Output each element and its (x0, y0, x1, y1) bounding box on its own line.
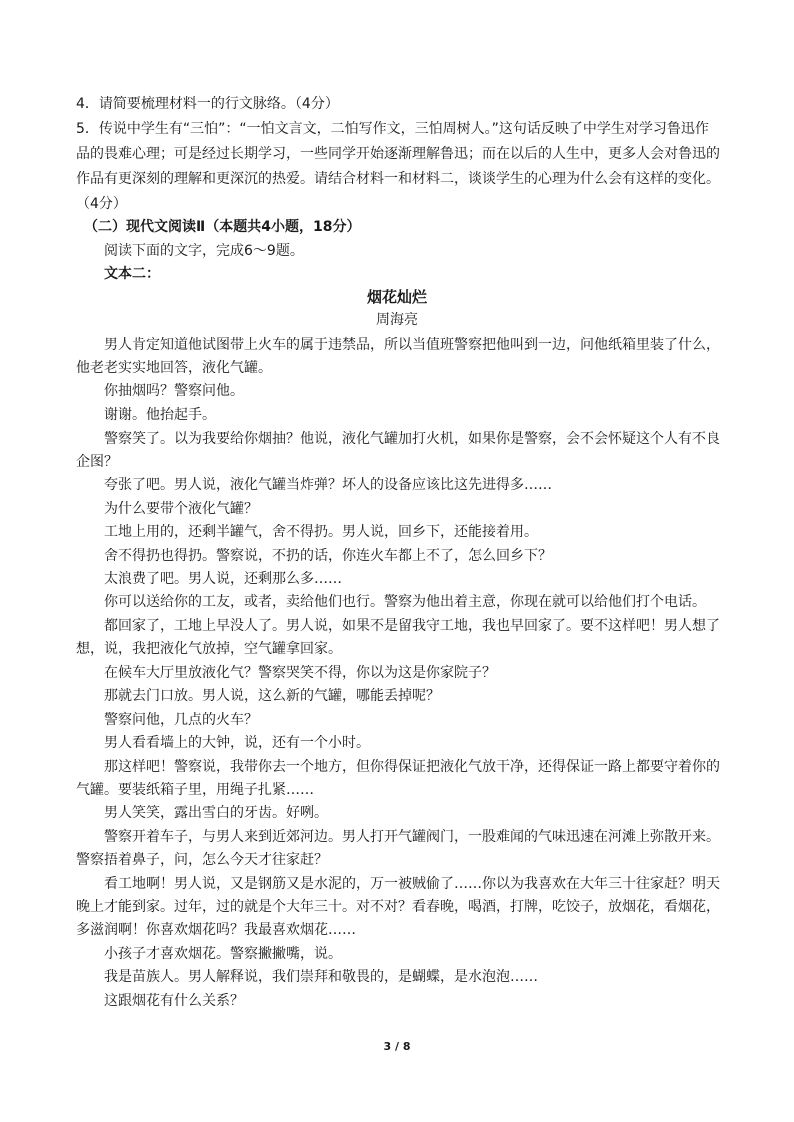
story-line: 为什么要带个液化气罐？ (104, 501, 258, 517)
story-line: 企图？ (76, 454, 118, 470)
story-line: 警察捂着鼻子，问，怎么今天才往家赶？ (76, 852, 328, 868)
story-line: 谢谢。他抬起手。 (104, 407, 216, 423)
question-5-line-3: 作品有更深刻的理解和更深沉的热爱。请结合材料一和材料二，谈谈学生的心理为什么会有这样的变化。 (76, 171, 720, 187)
story-line: 想，说，我把液化气放掉，空气罐拿回家。 (76, 641, 342, 657)
story-line: 那这样吧！警察说，我带你去一个地方，但你得保证把液化气放干净，还得保证一路上都要守着你的 (104, 759, 720, 775)
story-line: 他老老实实地回答，液化气罐。 (76, 360, 272, 376)
question-5-line-1: 5．传说中学生有“三怕”：“一怕文言文，二怕写作文，三怕周树人。”这句话反映了中学生对学习鲁迅作 (76, 121, 709, 137)
story-line: 我是苗族人。男人解释说，我们崇拜和敬畏的，是蝴蝶，是水泡泡…… (104, 969, 538, 985)
story-line: 在候车大厅里放液化气？警察哭笑不得，你以为这是你家院子？ (104, 665, 496, 681)
story-line: 夸张了吧。男人说，液化气罐当炸弹？坏人的设备应该比这先进得多…… (104, 477, 552, 493)
page-number: 3 / 8 (383, 1040, 411, 1053)
story-line: 晚上才能到家。过年，过的就是个大年三十。对不对？看春晚，喝酒，打牌，吃饺子，放烟花，看烟花， (76, 899, 720, 915)
story-line: 都回家了，工地上早没人了。男人说，如果不是留我守工地，我也早回家了。要不这样吧！男人想了 (104, 618, 720, 634)
story-line: 工地上用的，还剩半罐气，舍不得扔。男人说，回乡下，还能接着用。 (104, 524, 538, 540)
section-heading: （二）现代文阅读Ⅱ（本题共4小题，18分） (84, 219, 361, 235)
story-line: 舍不得扔也得扔。警察说，不扔的话，你连火车都上不了，怎么回乡下？ (104, 548, 552, 564)
story-line: 气罐。要装纸箱子里，用绳子扎紧…… (76, 782, 314, 798)
story-line: 警察问他，几点的火车？ (104, 712, 258, 728)
story-line: 你抽烟吗？警察问他。 (104, 383, 244, 399)
section-instruction: 阅读下面的文字，完成6～9题。 (104, 243, 304, 259)
story-line: 警察笑了。以为我要给你烟抽？他说，液化气罐加打火机，如果你是警察，会不会怀疑这个人有不良 (104, 431, 720, 447)
story-line: 那就去门口放。男人说，这么新的气罐，哪能丢掉呢？ (104, 688, 440, 704)
question-5-line-2: 品的畏难心理；可是经过长期学习，一些同学开始逐渐理解鲁迅；而在以后的人生中，更多人会对鲁迅的 (76, 146, 720, 162)
story-line: 太浪费了吧。男人说，还剩那么多…… (104, 571, 342, 587)
story-line: 小孩子才喜欢烟花。警察撇撇嘴，说。 (104, 946, 342, 962)
question-4: 4．请简要梳理材料一的行文脉络。（4分） (76, 96, 339, 112)
story-author: 周海亮 (376, 312, 418, 328)
question-5-line-4: （4分） (76, 196, 127, 212)
story-line: 多滋润啊！你喜欢烟花吗？我最喜欢烟花…… (76, 922, 356, 938)
story-line: 看工地啊！男人说，又是钢筋又是水泥的，万一被贼偷了……你以为我喜欢在大年三十往家赶？明天 (104, 876, 720, 892)
story-line: 男人看看墙上的大钟，说，还有一个小时。 (104, 735, 370, 751)
story-line: 你可以送给你的工友，或者，卖给他们也行。警察为他出着主意，你现在就可以给他们打个电话。 (104, 594, 706, 610)
story-line: 男人肯定知道他试图带上火车的属于违禁品，所以当值班警察把他叫到一边，问他纸箱里装了什么， (104, 337, 720, 353)
story-title: 烟花灿烂 (366, 288, 427, 306)
story-line: 这跟烟花有什么关系？ (104, 993, 244, 1009)
story-line: 警察开着车子，与男人来到近郊河边。男人打开气罐阀门，一股难闻的气味迅速在河滩上弥散开来。 (104, 829, 720, 845)
story-line: 男人笑笑，露出雪白的牙齿。好咧。 (104, 805, 328, 821)
text-label: 文本二： (104, 266, 160, 282)
